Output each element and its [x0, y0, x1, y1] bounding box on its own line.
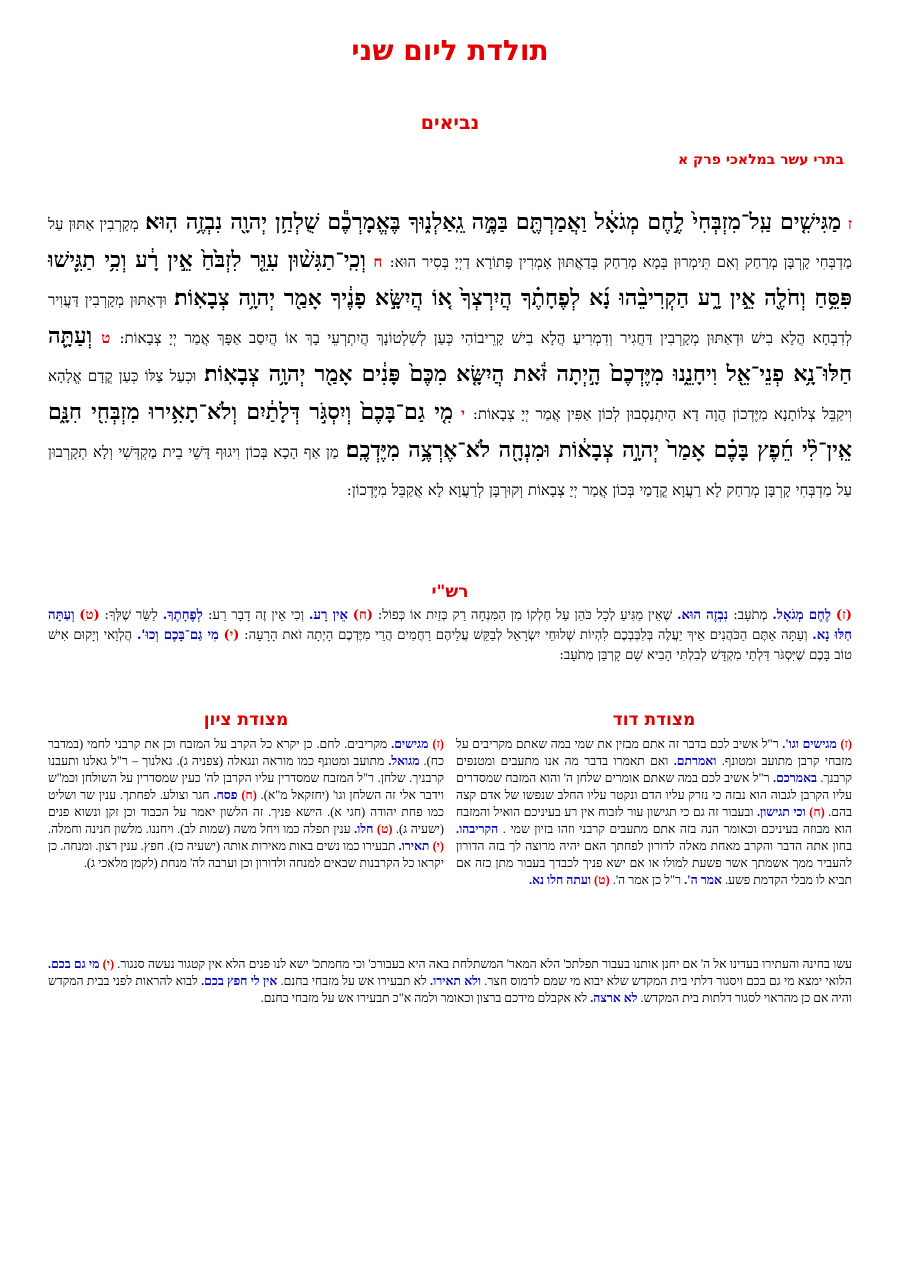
commentary-text: חגר וצולע. לפחתך. ענין שר ושליט כמו פחת יהודה (חגי א). הישא פניך. זה הלשון יאמר על הכבוד וכן זקן ונשוא פנים (ישעיה ג).: [48, 788, 444, 836]
commentary-keyword: אין לי חפץ בכם.: [201, 974, 278, 988]
commentary-text: בחון אתה הדבר והקרב מאחת מאלה לדורון לפחתך האם יהיה מרוצה לך בזה הדורון להעביר ממך אשמתך אשר פשעת למולו או אם ישא פניך לכבדך בעבור מתן כזה אם תביא לו מבלי הקדמת פשע.: [456, 839, 852, 887]
metzudat-zion-commentary: [48, 736, 444, 872]
commentary-text: לבוא להראות לפני בבית המקדש והיה אם כן מהראוי לסגור דלתות בית המקדש.: [48, 974, 852, 1005]
commentary-text: תבעירו כמו נשים באות מאירות אותה (ישעיה כז). חפץ. ענין רצון. ומנחה. כן יקראו כל הקרבנות שבאים למנחה ולדורון וכן וערבה לה' מנחת (לקמן מלאכי ג).: [48, 839, 444, 870]
commentary-keyword: פסח.: [213, 788, 238, 802]
verse-number: י: [460, 405, 465, 423]
verse-number: ז: [847, 215, 853, 233]
rashi-keyword: לֶחֶם מְגֹאָל.: [772, 608, 832, 623]
commentary-keyword: ועתה חלו נא.: [529, 873, 591, 887]
verse-text: וְעַתָּ֛ה חַלּוּ־נָ֥א פְנֵי־אֵ֖ל וִיחָנֵ֑נוּ מִיֶּדְכֶם֙ הָ֣יְתָה זֹּ֔את הֲיִשָּׂ֤א מִכֶּם֙ פָּנִ֔ים אָמַ֖ר יְהוָ֥ה צְבָאֽוֹת׃: [48, 323, 852, 387]
commentary-keyword: ולא תאירו.: [430, 974, 481, 988]
rashi-text: וְעַתָּה אַתֶּם הַכֹּהֲנִים אֵיךְ יַעֲלֶה בְּלִבְּבְכֶם לִהְיוֹת שְׁלוּחֵי יִשְׂרָאֵל לְבַקֵּשׁ עֲלֵיהֶם רַחֲמִים הֲרֵי מִיֶּדְכֶם הָיְתָה זֹאת הָרָעָה:: [244, 628, 813, 643]
rashi-keyword: מִי גַם־בָּכֶם וְכוּ'.: [136, 628, 219, 643]
rashi-text: מְתֹעָב:: [733, 608, 773, 623]
commentary-text: ר"ל אשיב לכם במה שאתם אומרים שלחן ה' והוא המזבח שמסדרים עליו הקרבן לגבוה הוא נבזה כי נזרק עליו הדם ונקטר עליו החלב שנפשו של אדם קצה בהם.: [456, 771, 852, 819]
rashi-text: וְכִי אֵין זֶה דָבָר רַע:: [208, 608, 309, 623]
rashi-text: הֲלְוַאי וְיָקוּם אִישׁ טוֹב בָּכֶם שֶׁיִּסְגֹּר דַּלְתֵי מִקְדָּשׁ לְבִלְתִּי הָבִיא שָׁם קָרְבַּן מְתֹעָב:: [48, 628, 852, 663]
commentary-number: (ט): [590, 873, 610, 887]
metzudat-david-continuation: [48, 956, 852, 1007]
verse-number: ט: [101, 329, 111, 347]
commentary-keyword: לא ארצה.: [590, 991, 638, 1005]
verse-text: מַגִּישִׁ֤ים עַֽל־מִזְבְּחִי֙ לֶ֣חֶם מְגֹאָ֔ל וַאֲמַרְתֶּ֖ם בַּמֶּ֣ה גֵֽאַלְנ֑וּךָ בֶּאֱמָרְכֶ֕ם שֻׁלְחַ֥ן יְהוָ֖ה נִבְזֶ֥ה הֽוּא׃: [145, 209, 842, 235]
commentary-keyword: מגישים.: [391, 737, 429, 751]
commentary-number: (ט): [373, 822, 393, 836]
commentary-text: לא תבעירו אש על מזבחי בחנם.: [277, 974, 431, 988]
commentary-number: (י): [429, 839, 444, 853]
commentary-text: ואם תאמרו בדבר מה אנו מתעבים ומטנפים קרבנך.: [456, 754, 852, 785]
commentary-number: (ז): [428, 737, 444, 751]
commentary-keyword: וכי תגישון.: [756, 805, 806, 819]
verse-number: ח: [373, 253, 383, 271]
commentary-keyword: תאירו.: [398, 839, 430, 853]
targum-text: וּדְאַתּוּן מְקָרְבִין דַּעֲוִיר לְדִבְחָא הֲלָא בִישׁ וּדְאַתּוּן מְקָרְבִין דַּחֲגִיר וְדִמְרִיעַ הֲלָא בִישׁ קָרֵיבוֹהִי כְּעַן לְשִׁלְטוֹנָךְ הֲיִתְרְעֵי בָךְ אוֹ הֲיִסַב אַפָּךְ אֲמַר יְיָ צְבָאוֹת:: [48, 291, 853, 347]
main-text: [48, 204, 852, 508]
rashi-number: (ט): [79, 608, 100, 623]
commentary-keyword: חלו.: [354, 822, 374, 836]
commentary-text: ענין תפלה כמו ויחל משה (שמות לב). ויחננו. מלשון חנינה וחמלה.: [48, 822, 355, 836]
commentary-text: לא אקבלם מידכם ברצון וכאומר ולמה א"כ תבעירו אש על מזבחי בחנם.: [260, 991, 591, 1005]
commentary-number: (ז): [836, 737, 852, 751]
commentary-number: (י): [99, 957, 115, 971]
commentary-text: מקריבים. לחם. כן יקרא כל הקרב על המזבח וכן את קרבני לחמי (במדבר כח).: [48, 737, 444, 768]
rashi-text: שֶׁאֵין מַגִּיעַ לְכָל כֹּהֵן עַל חֶלְקוֹ מִן הַמִּנְחָה רַק כְּזַיִת אוֹ כְּפוֹל:: [377, 608, 677, 623]
section-title: נביאים: [420, 112, 480, 134]
commentary-number: (ח): [805, 805, 825, 819]
commentary-text: מתועב ומטונף כמו מוראה ונגאלה (צפניה ג). גאלנוך – ר"ל גאלנו ותעבנו קרבניך. שלחן. ר"ל המזבח שמסדרין עליו הקרבן לה' כעין שמסדרין על השולחן וכמ"ש וידבר אלי זה השלחן וגו' (יחזקאל מ"א).: [48, 754, 445, 802]
rashi-commentary: [48, 606, 852, 666]
commentary-text: ר"ל אשיב לכם בדבר זה אתם מבזין את שמי במה שאתם מקריבים על מזבחי קרבן מתועב ומטונף.: [456, 737, 853, 768]
commentary-text: ר"ל כן אמר ה'.: [609, 873, 685, 887]
commentary-number: (ח): [237, 788, 257, 802]
commentary-keyword: מי גם בכם.: [48, 957, 100, 971]
commentary-keyword: מגישים וגו'.: [782, 737, 837, 751]
metzudat-david-commentary: [456, 736, 852, 889]
rashi-number: (ח): [352, 608, 374, 623]
targum-text: וּכְעַל צַלּוֹ כְּעַן קֳדָם אֱלָהָא וִיקַבֵּל צְלוֹתָנָא מִיֶּדְכוֹן הֲוָה דָא הַיִתְנַסְבוּן לְכוֹן אַפִּין אֲמַר יְיָ צְבָאוֹת:: [48, 367, 853, 423]
targum-text: מְקָרְבִין אַתּוּן עַל מַדְבְּחִי קָרְבָּן מְרַחַק וְאִם תֵּימְרוּן בְּמָא מְרַחַק בְּדַאֲתּוּן אָמְרִין פָּתוֹרָא דַיְיָ בְּסִיר הוּא:: [48, 215, 852, 271]
verse-text: וְכִֽי־תַגִּשׁ֨וּן עִוֵּ֤ר לִזְבֹּ֙חַ֙ אֵ֣ין רָ֔ע וְכִ֥י תַגִּ֛ישׁוּ פִּסֵּ֥חַ וְחֹלֶ֖ה אֵ֣ין רָ֑ע הַקְרִיבֵ֨הוּ נָ֜א לְפֶחָתֶ֗ךָ הֲיִרְצְךָ֙ א֚וֹ הֲיִשָּׂ֣א פָנֶ֔יךָ אָמַ֖ר יְהוָ֥ה צְבָאֽוֹת׃: [48, 247, 853, 311]
metzudat-david-heading: מצודת דוד: [612, 710, 696, 730]
commentary-text: עשו בחינה והעתירו בעדינו אל ה' אם יחנן אותנו בעבור תפלתכ' הלא המאר' המשתלחת באה היא בעבורכ' וכי מחמתכ' ישא לנו פנים הלא אין קטגור נעשה סנגור.: [114, 957, 852, 971]
rashi-number: (י): [223, 628, 240, 643]
commentary-keyword: אמר ה'.: [684, 873, 722, 887]
rashi-keyword: וְעַתָּה חַלּוּ נָא.: [48, 608, 852, 643]
chapter-reference: בתרי עשר במלאכי פרק א: [677, 152, 844, 168]
commentary-keyword: מגואל.: [388, 754, 420, 768]
metzudat-zion-heading: מצודת ציון: [203, 710, 289, 730]
rashi-keyword: לְפֶחָתֶךָ.: [162, 608, 209, 623]
commentary-keyword: ואמרתם.: [673, 754, 717, 768]
rashi-text: לַשַּׂר שֶׁלְּךָ:: [104, 608, 163, 623]
page-title: תולדת ליום שני: [351, 34, 549, 67]
rashi-keyword: נִבְזֶה הוּא.: [676, 608, 734, 623]
rashi-number: (ז): [835, 608, 852, 623]
commentary-text: הלואי ימצא מי גם בכם ויסגור דלתי בית המקדש שלא יבוא מי שמם לרמוס חצר.: [481, 974, 852, 988]
commentary-keyword: באמרכם.: [773, 771, 817, 785]
rashi-keyword: אֵין רָע.: [308, 608, 348, 623]
commentary-keyword: הקריבהו.: [456, 822, 499, 836]
rashi-heading: רש"י: [431, 582, 469, 602]
commentary-text: ובעבור זה גם כי תגישון עור לזבוח אין רע בעיניכם הואיל והמזבח הוא מבוזה בעיניכם וכאומר הנה בזה אתם מתעבים קרבני וזהו בזיון שמי .: [456, 805, 852, 836]
targum-text: מַן אַף הָכָא בְּכוֹן וִיגוּף דָּשֵׁי בֵית מַקְדְּשִׁי וְלָא תְקָרְבוּן עַל מַדְבְּחִי קָרְבָּן מְרַחַק לָא רַעֲוָא קֳדָמַי בְּכוֹן אֲמַר יְיָ צְבָאוֹת וְקוּרְבָּן לְרַעֲוָא לָא אֲקַבֵּל מִיֶּדְכוֹן:: [48, 443, 852, 499]
verse-text: מִ֤י גַם־בָּכֶם֙ וְיִסְגֹּ֣ר דְּלָתַ֔יִם וְלֹא־תָאִ֥ירוּ מִזְבְּחִ֖י חִנָּ֑ם אֵֽין־לִ֨י חֵ֜פֶץ בָּכֶ֗ם אָמַר֙ יְהוָ֣ה צְבָא֔וֹת וּמִנְחָ֖ה לֹא־אֶרְצֶ֥ה מִיֶּדְכֶֽם׃: [48, 399, 853, 463]
